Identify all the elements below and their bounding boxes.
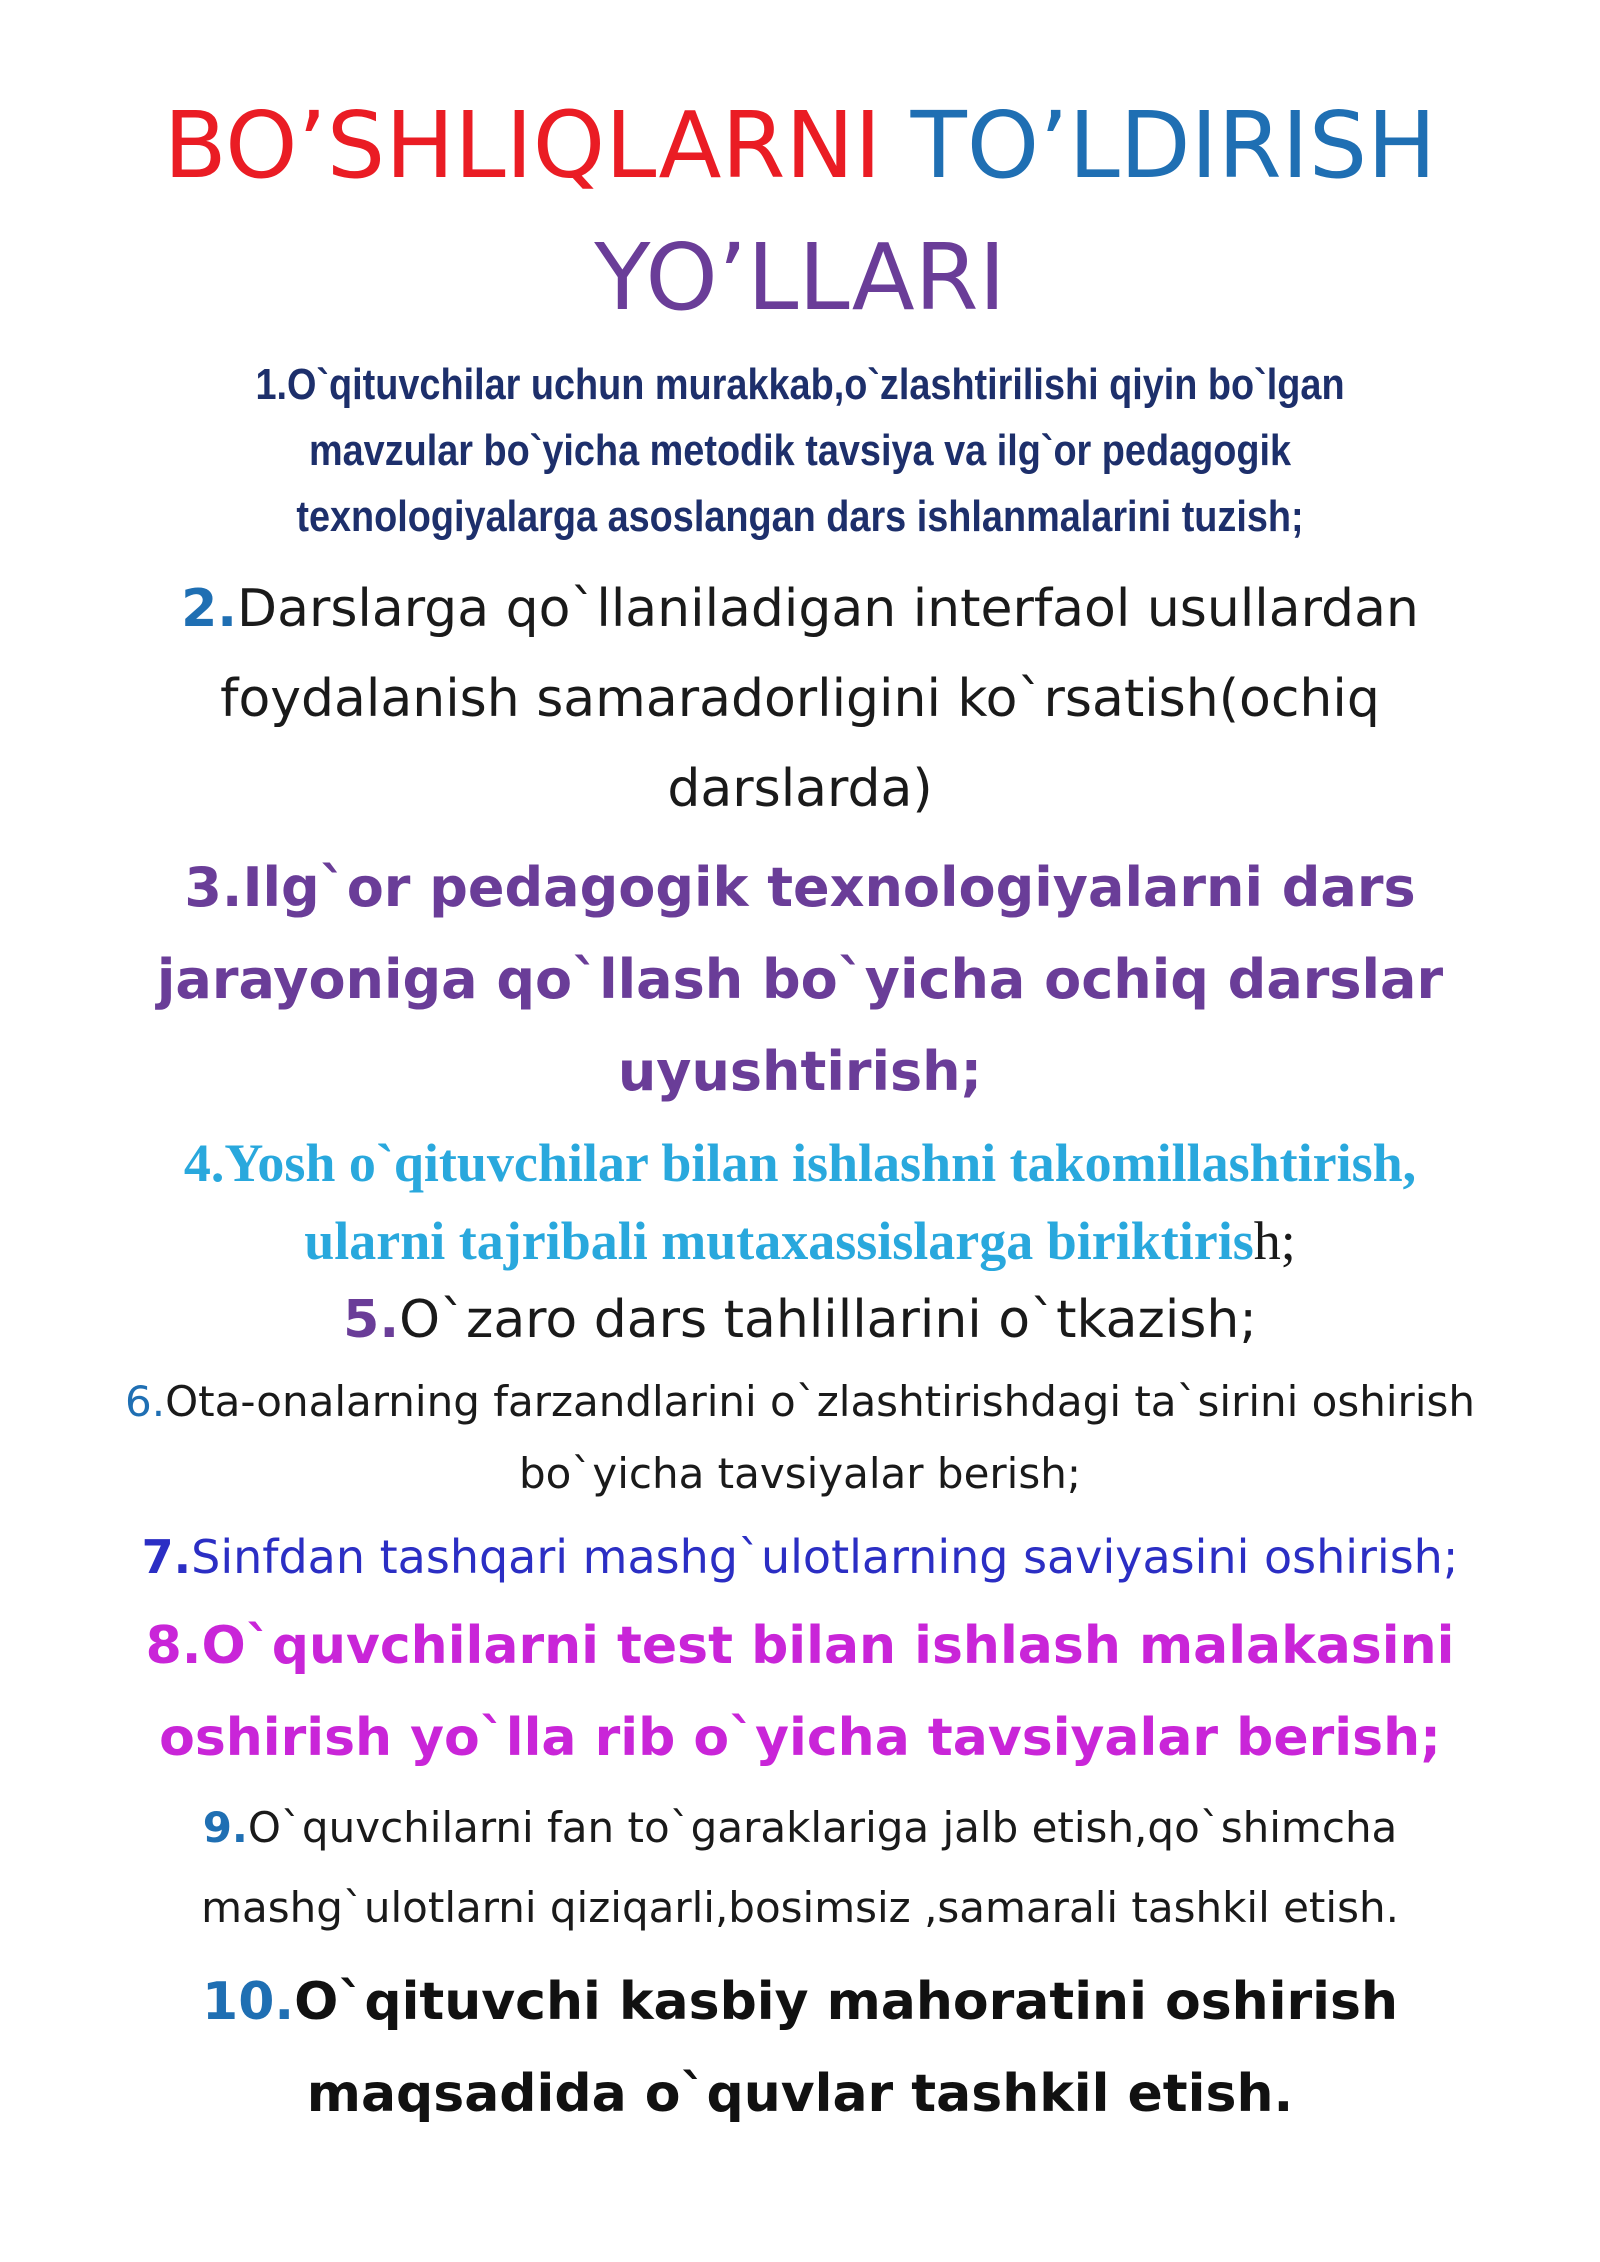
title-part-blue: TO’LDIRISH	[910, 92, 1437, 199]
list-item-6	[110, 1366, 1490, 1510]
item-line: O`quvchilarni test bilan ishlash malakasini	[201, 1616, 1455, 1676]
item-line: O`qituvchilar uchun murakkab,o`zlashtirilishi qiyin bo`lgan	[287, 360, 1345, 409]
item-number: 3.	[184, 856, 243, 919]
title-part-purple: YO’LLARI	[594, 224, 1006, 331]
item-number: 10.	[202, 1972, 295, 2032]
list-item-4	[110, 1124, 1490, 1280]
page-title	[110, 80, 1490, 344]
item-line: uyushtirish;	[617, 1040, 983, 1103]
title-part-red: BO’SHLIQLARNI	[163, 92, 882, 199]
item-line: O`zaro dars tahlillarini o`tkazish;	[399, 1290, 1257, 1350]
item-number: 5.	[343, 1290, 400, 1350]
item-line: ularni tajribali mutaxassislarga biriktiris	[304, 1211, 1254, 1271]
item-line: Sinfdan tashqari mashg`ulotlarning saviyasini oshirish;	[191, 1530, 1459, 1584]
item-line: O`quvchilarni fan to`garaklariga jalb etish,qo`shimcha	[247, 1803, 1398, 1852]
item-line: O`qituvchi kasbiy mahoratini oshirish	[294, 1972, 1398, 2032]
item-line: mavzular bo`yicha metodik tavsiya va ilg`or pedagogik	[308, 426, 1292, 475]
item-line: oshirish yo`lla rib o`yicha tavsiyalar berish;	[159, 1708, 1441, 1768]
item-number: 9.	[202, 1803, 248, 1852]
item-line: Darslarga qo`llaniladigan interfaol usullardan	[237, 579, 1419, 639]
item-line: foydalanish samaradorligini ko`rsatish(ochiq	[220, 669, 1380, 729]
item-number: 8.	[145, 1616, 202, 1676]
item-line: Ota-onalarning farzandlarini o`zlashtirishdagi ta`sirini oshirish	[165, 1377, 1475, 1426]
item-line: texnologiyalarga asoslangan dars ishlanmalarini tuzish;	[296, 492, 1304, 541]
list-item-7	[110, 1516, 1490, 1598]
list-item-8	[110, 1600, 1490, 1784]
item-line: Yosh o`qituvchilar bilan ishlashni takomillashtirish,	[224, 1133, 1417, 1193]
item-number: 1.	[255, 360, 288, 409]
item-number: 2.	[181, 579, 238, 639]
list-item-5	[110, 1280, 1490, 1360]
item-number: 4.	[183, 1133, 225, 1193]
list-item-10	[110, 1956, 1490, 2140]
item-number: 6.	[125, 1377, 166, 1426]
item-line: maqsadida o`quvlar tashkil etish.	[306, 2064, 1294, 2124]
item-line: darslarda)	[667, 759, 933, 819]
item-line: bo`yicha tavsiyalar berish;	[519, 1449, 1081, 1498]
list-item-9	[110, 1788, 1490, 1948]
list-item-2	[110, 564, 1490, 834]
list-item-3	[110, 842, 1490, 1118]
item-line: mashg`ulotlarni qiziqarli,bosimsiz ,samarali tashkil etish.	[201, 1883, 1399, 1932]
item-line-tail: h;	[1253, 1211, 1296, 1271]
item-line: Ilg`or pedagogik texnologiyalarni dars	[242, 856, 1416, 919]
item-number: 7.	[141, 1530, 192, 1584]
list-item-1	[155, 352, 1445, 550]
item-line: jarayoniga qo`llash bo`yicha ochiq darslar	[156, 948, 1444, 1011]
